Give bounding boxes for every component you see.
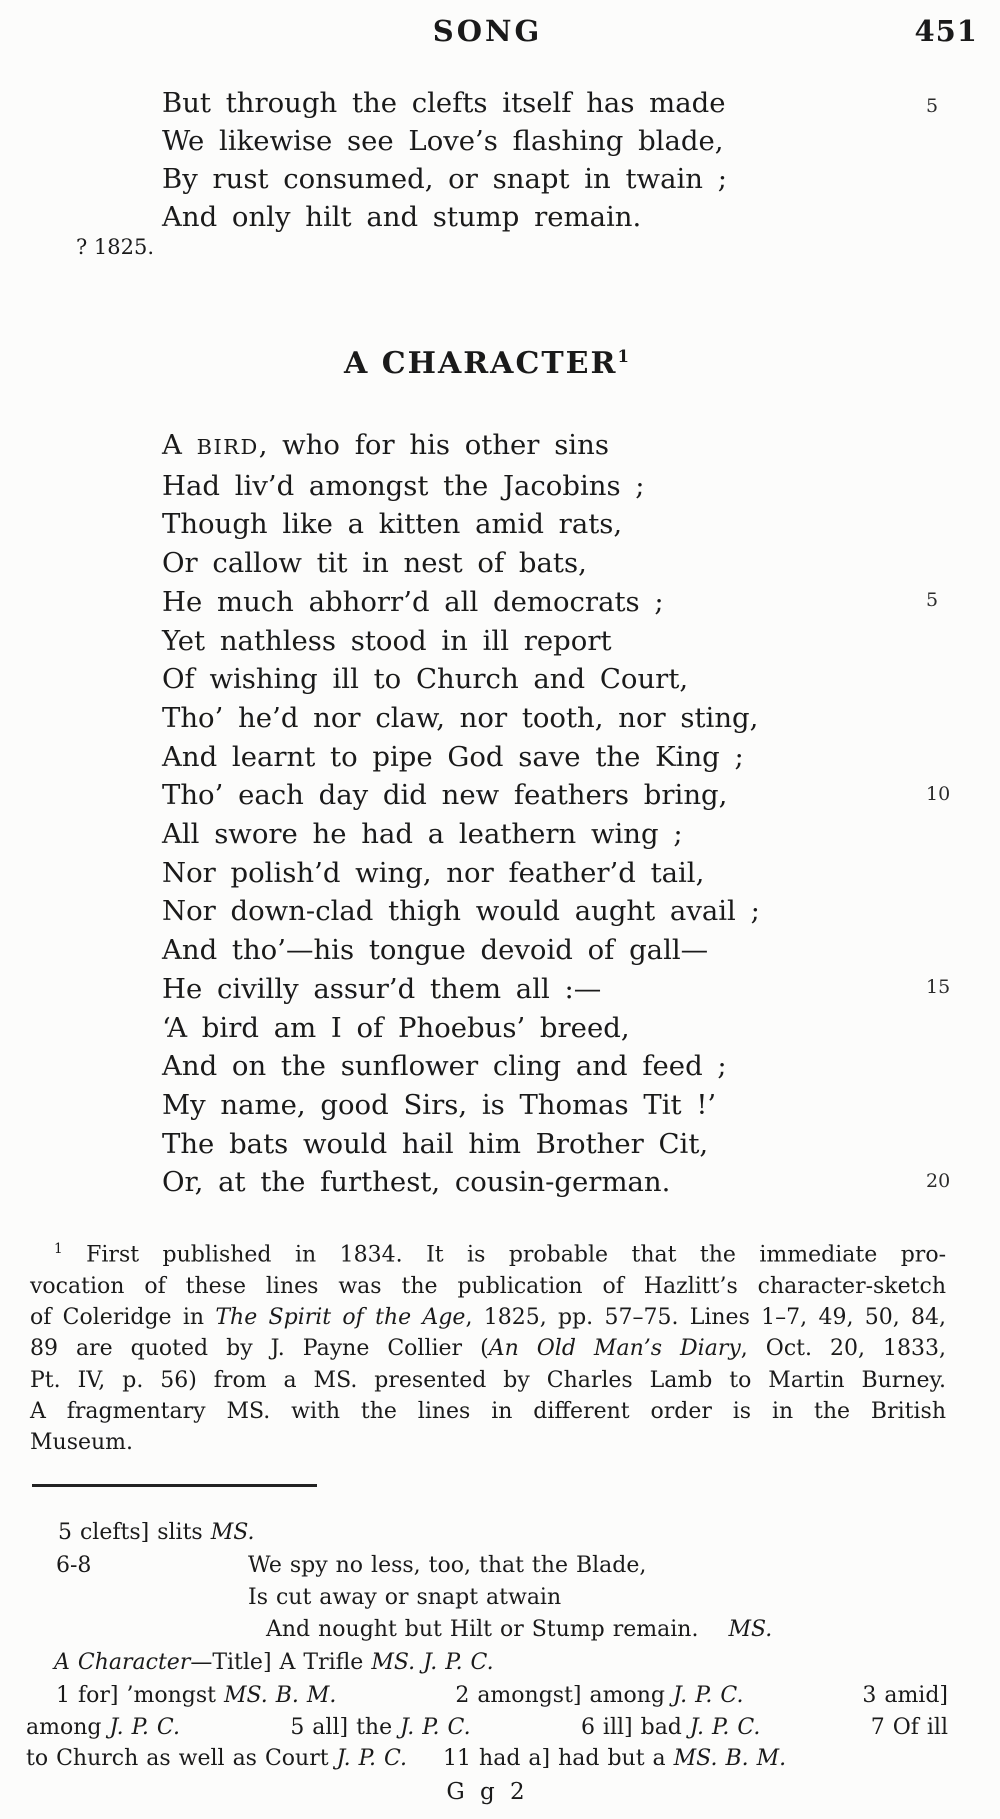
poem-title-text: A CHARACTER	[344, 346, 618, 381]
text-run: 1	[54, 1241, 63, 1257]
apparatus-variants	[26, 1680, 948, 1775]
text-run: J. P. C.	[672, 1683, 744, 1708]
divider-rule	[32, 1484, 317, 1487]
footnote-line	[30, 1302, 946, 1333]
footnote-line	[30, 1234, 946, 1271]
poem-line: And learnt to pipe God save the King ;	[162, 740, 744, 773]
text-run: First published in 1834. It is probable that the immediate pro-	[62, 1242, 946, 1268]
margin-line-number: 20	[926, 1170, 951, 1192]
text-gap	[180, 1712, 290, 1744]
variants-line	[26, 1680, 948, 1712]
text-run: 89 are quoted by J. Payne Collier (	[30, 1336, 489, 1362]
composition-date: ? 1825.	[76, 235, 155, 259]
running-head	[30, 14, 978, 54]
text-run: 11 had a] had but a	[443, 1746, 674, 1771]
footnote-line	[30, 1427, 946, 1458]
footnote-line	[30, 1333, 946, 1364]
printers-signature: G g 2	[446, 1779, 529, 1805]
apparatus-note-clefts	[58, 1518, 255, 1548]
text-run: , who for his other sins	[258, 429, 609, 461]
text-run: A	[162, 429, 197, 461]
poem-line: Or, at the furthest, cousin-german.	[162, 1166, 671, 1199]
text-run: 5 clefts] slits	[58, 1520, 211, 1545]
running-title: SONG	[432, 14, 543, 48]
text-run: A Character	[54, 1650, 191, 1675]
poem-line: And on the sunflower cling and feed ;	[162, 1050, 727, 1083]
variants-line	[26, 1712, 948, 1744]
text-run: An Old Man’s Diary	[488, 1336, 741, 1362]
footnote-reference-icon: 1	[617, 347, 631, 366]
poem-line: Nor down-clad thigh would aught avail ;	[162, 895, 760, 928]
text-run: MS. B. M.	[673, 1746, 787, 1771]
poem-a-character	[162, 426, 760, 1202]
poem-line: By rust consumed, or snapt in twain ;	[162, 163, 727, 195]
text-gap	[407, 1743, 443, 1775]
text-run: of Coleridge in	[30, 1304, 216, 1330]
text-run: MS.	[210, 1520, 255, 1545]
footnote-line	[30, 1396, 946, 1427]
text-run: And nought but Hilt or Stump remain.	[266, 1617, 699, 1642]
text-run: Museum.	[30, 1430, 134, 1456]
poem-line: ‘A bird am I of Phoebus’ breed,	[162, 1011, 630, 1044]
apparatus-quote-line	[248, 1551, 646, 1581]
poem-title	[30, 346, 945, 381]
poem-line	[162, 426, 760, 467]
apparatus-quote-line	[266, 1615, 772, 1645]
text-gap	[760, 1712, 870, 1744]
text-run: J. P. C.	[400, 1714, 471, 1740]
apparatus-note-title	[54, 1648, 494, 1678]
poem-line: Had liv’d amongst the Jacobins ;	[162, 469, 645, 502]
text-run: The Spirit of the Age	[215, 1304, 466, 1330]
smallcaps-word: BIRD	[196, 435, 259, 459]
text-run: vocation of these lines was the publication of Hazlitt’s character-sketch	[30, 1273, 946, 1299]
poem-line: Tho’ he’d nor claw, nor tooth, nor sting,	[162, 701, 759, 734]
text-run: We spy no less, too, that the Blade,	[248, 1553, 647, 1578]
text-run: 5 all] the	[290, 1714, 401, 1740]
text-run: —Title] A Trifle	[190, 1650, 372, 1675]
text-run: A fragmentary MS. with the lines in different order is in the British	[30, 1398, 946, 1424]
poem-line: And only hilt and stump remain.	[162, 201, 642, 233]
poem-line: All swore he had a leathern wing ;	[162, 818, 683, 851]
poem-line: And tho’—his tongue devoid of gall—	[162, 934, 709, 967]
text-run: MS. J. P. C.	[371, 1650, 494, 1675]
footnote-line	[30, 1365, 946, 1396]
variants-line	[26, 1743, 948, 1775]
text-run: Pt. IV, p. 56) from a MS. presented by Charles Lamb to Martin Burney.	[30, 1367, 946, 1393]
poem-line: The bats would hail him Brother Cit,	[162, 1127, 709, 1160]
text-run: 2 amongst] among	[455, 1683, 673, 1708]
text-run: J. P. C.	[109, 1714, 180, 1740]
text-run: 6 ill] bad	[580, 1714, 690, 1740]
poem-line: Tho’ each day did new feathers bring,	[162, 779, 728, 812]
margin-line-number: 10	[926, 783, 951, 805]
footnote-line	[30, 1271, 946, 1302]
margin-line-number: 5	[926, 589, 939, 611]
apparatus-note-range-label: 6-8	[56, 1553, 92, 1578]
text-run: to Church as well as Court	[26, 1746, 337, 1771]
poem-line: He civilly assur’d them all :—	[162, 972, 602, 1005]
song-final-stanza	[162, 84, 727, 236]
text-gap	[471, 1712, 581, 1744]
text-run: Is cut away or snapt atwain	[248, 1585, 562, 1610]
text-gap	[336, 1680, 455, 1712]
poem-line: He much abhorr’d all democrats ;	[162, 585, 664, 618]
poem-line: We likewise see Love’s flashing blade,	[162, 125, 724, 157]
poem-line: Or callow tit in nest of bats,	[162, 547, 587, 580]
text-run: 3 amid]	[862, 1683, 949, 1708]
text-run: 7 Of ill	[870, 1714, 949, 1740]
poem-line: Yet nathless stood in ill report	[162, 624, 612, 657]
poem-line: Nor polish’d wing, nor feather’d tail,	[162, 856, 705, 889]
poem-line: But through the clefts itself has made	[162, 87, 726, 119]
apparatus-quote-line	[248, 1583, 561, 1613]
text-run: MS.	[728, 1617, 773, 1642]
poem-line: My name, good Sirs, is Thomas Tit !’	[162, 1088, 717, 1121]
text-run: J. P. C.	[689, 1714, 761, 1740]
page-number: 451	[914, 14, 978, 48]
text-run: J. P. C.	[336, 1746, 408, 1771]
text-run: 1 for] ’mongst	[56, 1683, 224, 1708]
text-run: among	[26, 1714, 110, 1740]
margin-line-number: 5	[926, 95, 939, 117]
poem-line: Though like a kitten amid rats,	[162, 508, 623, 541]
poem-line: Of wishing ill to Church and Court,	[162, 663, 689, 696]
text-run: , 1825, pp. 57–75. Lines 1–7, 49, 50, 84,	[465, 1304, 947, 1330]
text-run: , Oct. 20, 1833,	[740, 1336, 947, 1362]
editorial-footnote	[30, 1234, 946, 1458]
text-gap	[743, 1680, 862, 1712]
text-run: MS. B. M.	[223, 1683, 337, 1708]
margin-line-number: 15	[926, 976, 951, 998]
